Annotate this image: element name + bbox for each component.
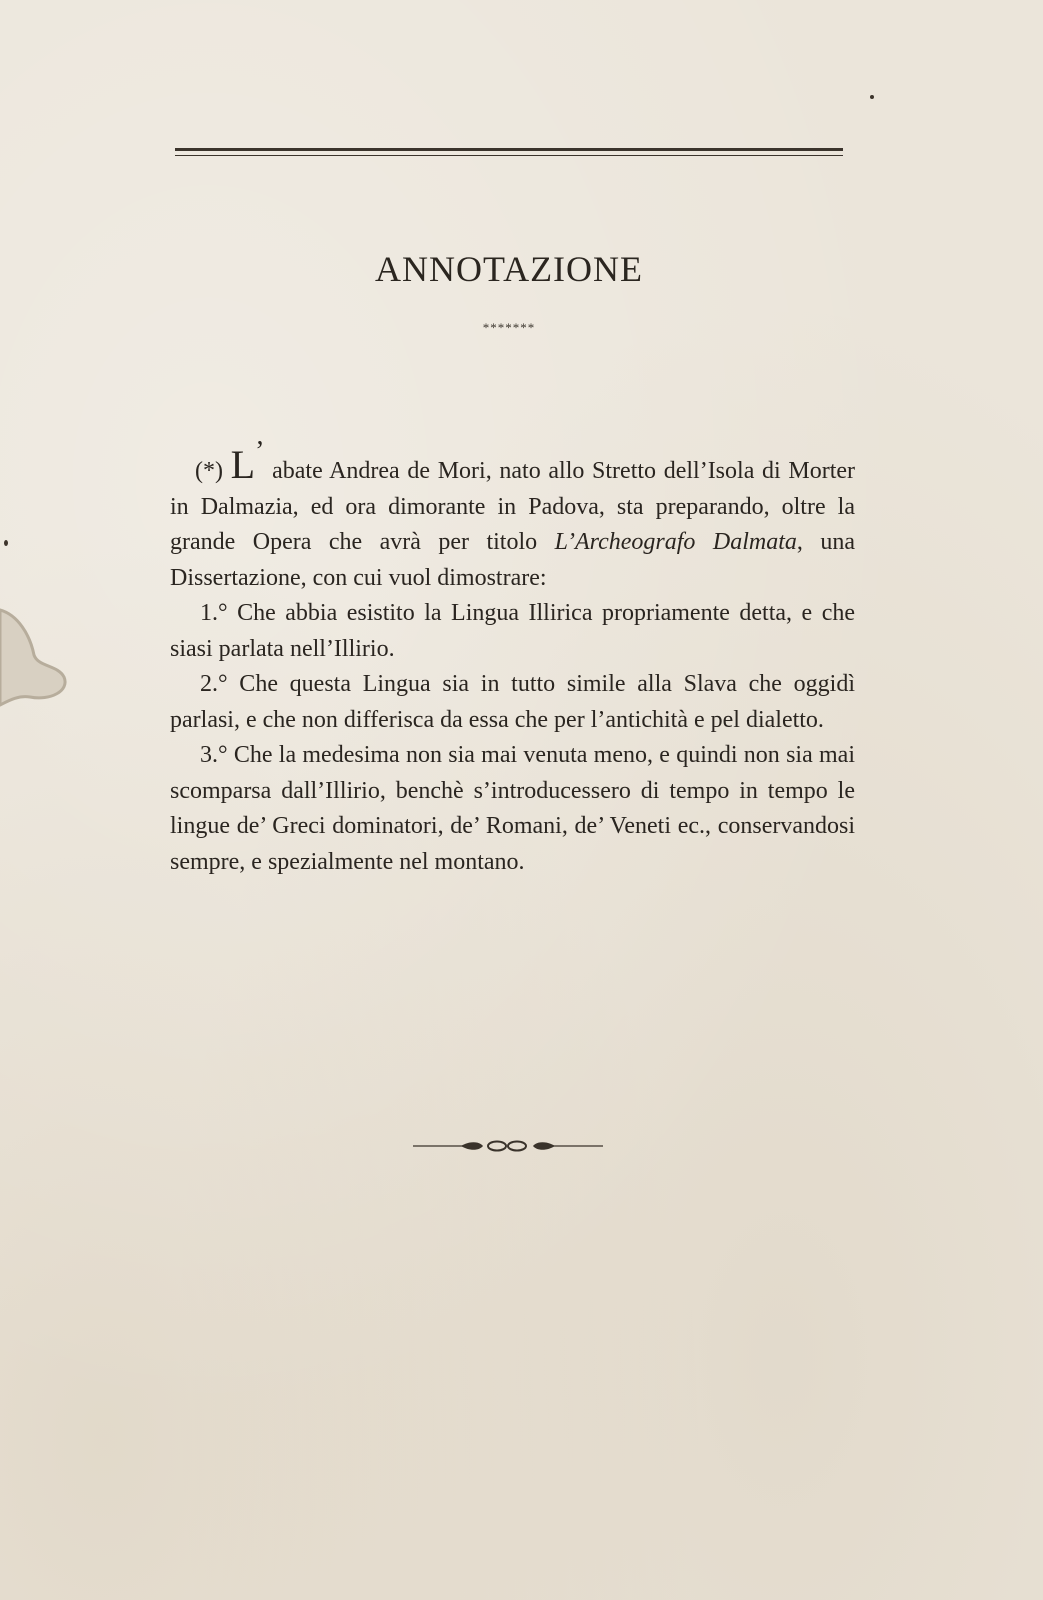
- rule-thin-line: [175, 155, 843, 156]
- intro-text: abate Andrea de Mori, nato allo Stretto dell’Isola di Morter in Dalmazia, ed ora dimorante in Padova, sta preparando, oltre la grande Opera che avrà per titolo: [170, 458, 856, 555]
- header-double-rule: [175, 148, 843, 160]
- drop-capital: L: [230, 442, 256, 487]
- footnote-marker: (*): [195, 458, 223, 484]
- intro-tail: , una Dissertazione, con cui vuol dimostrare:: [170, 529, 855, 591]
- drop-capital-apostrophe: ’: [255, 436, 265, 467]
- point-2: 2.° Che questa Lingua sia in tutto simile alla Slava che oggidì parlasi, e che non differisca da essa che per l’antichità e pel dialetto.: [170, 671, 855, 733]
- page-stain: [0, 605, 70, 720]
- annotation-body: [170, 436, 856, 880]
- ink-speck: [4, 540, 8, 546]
- ink-speck: [870, 95, 874, 99]
- point-3: 3.° Che la medesima non sia mai venuta meno, e quindi non sia mai scomparsa dall’Illirio, benchè s’introducessero di tempo in tempo le lingue de’ Greci dominatori, de’ Romani, de’ Veneti ec., conservandosi sempre, e spezialmente nel montano.: [170, 742, 855, 875]
- heading-stars-ornament: *******: [482, 320, 536, 335]
- end-ornament: [413, 1138, 603, 1154]
- rule-thick-line: [175, 148, 843, 151]
- page-heading: ANNOTAZIONE: [374, 249, 644, 289]
- intro-paragraph: [170, 436, 856, 596]
- work-title: L’Archeografo Dalmata: [554, 529, 797, 555]
- point-1: 1.° Che abbia esistito la Lingua Illirica propriamente detta, e che siasi parlata nell’Illirio.: [170, 600, 855, 662]
